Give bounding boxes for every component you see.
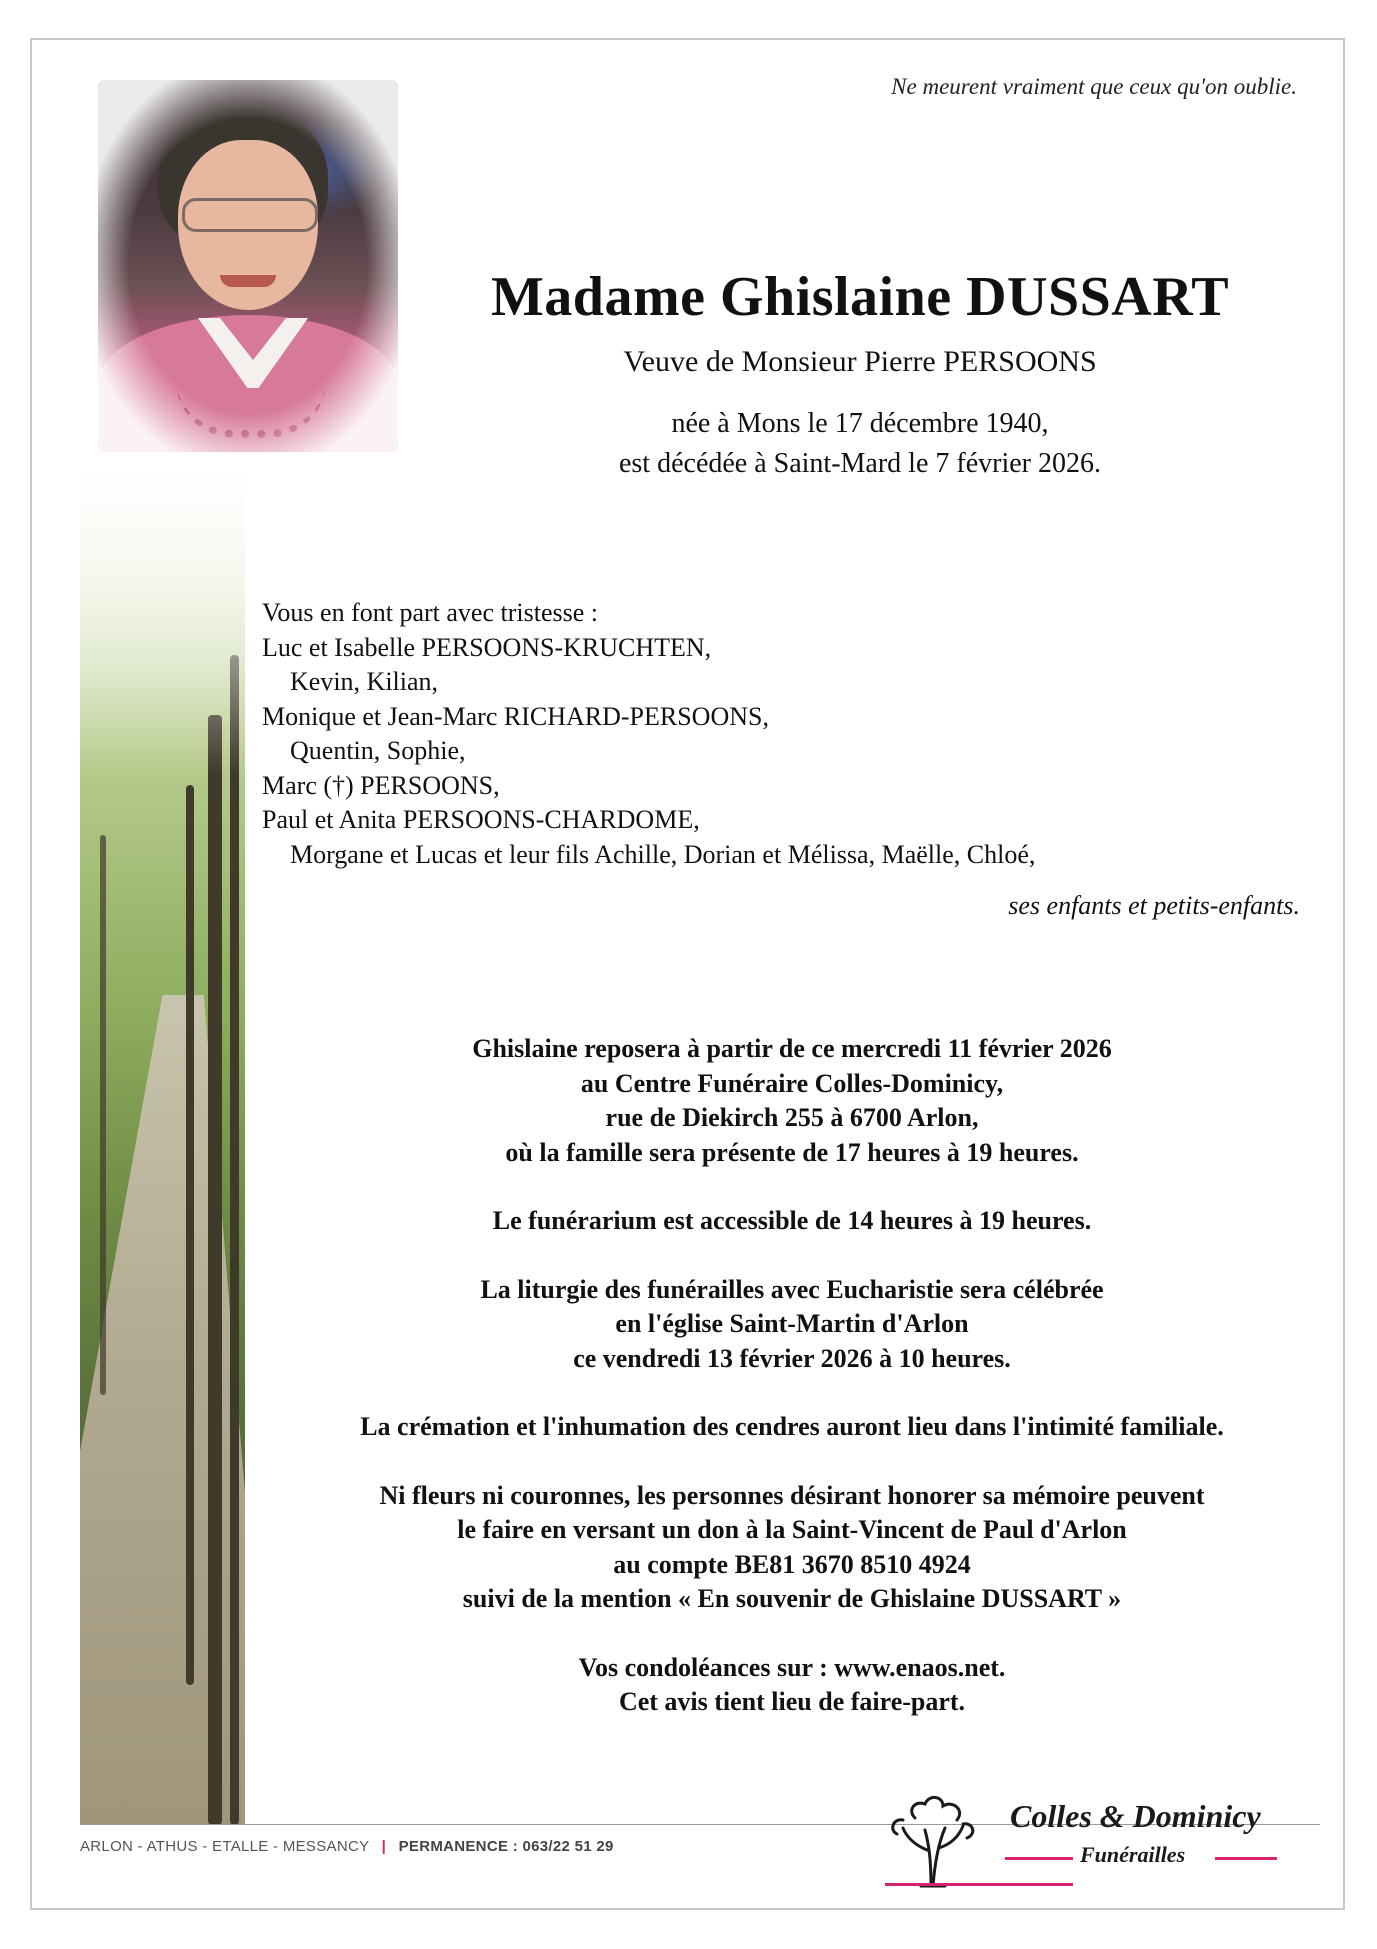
- donation-info: [262, 1479, 1322, 1617]
- forest-path-image: [80, 455, 245, 1825]
- logo-name: Colles & Dominicy: [1010, 1798, 1261, 1834]
- info-line: au compte BE81 3670 8510 4924: [613, 1549, 971, 1579]
- info-line: en l'église Saint-Martin d'Arlon: [615, 1309, 969, 1338]
- portrait-photo: [98, 80, 398, 452]
- info-line: Vos condoléances sur : www.enaos.net.: [578, 1652, 1006, 1682]
- info-line: ce vendredi 13 février 2026 à 10 heures.: [573, 1343, 1011, 1373]
- family-intro: Vous en font part avec tristesse :: [262, 598, 598, 627]
- widow-of: Veuve de Monsieur Pierre PERSOONS: [623, 345, 1097, 378]
- family-relation: ses enfants et petits-enfants.: [1008, 891, 1300, 920]
- family-list: [262, 596, 1035, 872]
- family-line: Kevin, Kilian,: [290, 667, 439, 696]
- family-line: Quentin, Sophie,: [290, 736, 466, 765]
- death-line: est décédée à Saint-Mard le 7 février 2026.: [618, 448, 1101, 479]
- logo-subtitle: Funérailles: [1080, 1842, 1186, 1867]
- info-line: suivi de la mention « En souvenir de Ghislaine DUSSART »: [462, 1584, 1122, 1613]
- info-line: La crémation et l'inhumation des cendres auront lieu dans l'intimité familiale.: [360, 1412, 1224, 1441]
- epigraph: Ne meurent vraiment que ceux qu'on oublie.: [891, 74, 1297, 99]
- family-line: Morgane et Lucas et leur fils Achille, Dorian et Mélissa, Maëlle, Chloé,: [290, 839, 1036, 869]
- visitation-info: [262, 1032, 1322, 1170]
- access-info: [262, 1204, 1322, 1239]
- footer-permanence: PERMANENCE : 063/22 51 29: [398, 1838, 614, 1855]
- info-line: rue de Diekirch 255 à 6700 Arlon,: [605, 1103, 979, 1132]
- info-line: Cet avis tient lieu de faire-part.: [618, 1687, 966, 1716]
- info-line: Le funérarium est accessible de 14 heures à 19 heures.: [492, 1206, 1092, 1235]
- company-logo: [885, 1790, 1285, 1890]
- info-line: le faire en versant un don à la Saint-Vincent de Paul d'Arlon: [457, 1515, 1127, 1544]
- footer-locations: ARLON - ATHUS - ETALLE - MESSANCY: [80, 1838, 370, 1855]
- closing-info: [262, 1651, 1322, 1720]
- tree-icon: [885, 1790, 980, 1890]
- cremation-info: [262, 1410, 1322, 1445]
- footer-separator: |: [381, 1838, 387, 1855]
- footer-contact: [80, 1838, 614, 1855]
- info-line: au Centre Funéraire Colles-Dominicy,: [580, 1068, 1004, 1098]
- birth-line: née à Mons le 17 décembre 1940,: [671, 408, 1049, 439]
- funeral-info: [262, 1032, 1322, 1754]
- family-line: Paul et Anita PERSOONS-CHARDOME,: [262, 805, 700, 834]
- liturgy-info: [262, 1273, 1322, 1377]
- family-line: Marc (†) PERSOONS,: [262, 770, 500, 800]
- info-line: La liturgie des funérailles avec Eucharistie sera célébrée: [480, 1274, 1104, 1304]
- info-line: où la famille sera présente de 17 heures à 19 heures.: [505, 1137, 1079, 1167]
- info-line: Ni fleurs ni couronnes, les personnes désirant honorer sa mémoire peuvent: [379, 1480, 1205, 1510]
- info-line: Ghislaine reposera à partir de ce mercredi 11 février 2026: [472, 1034, 1112, 1063]
- deceased-name: Madame Ghislaine DUSSART: [490, 266, 1230, 328]
- family-line: Luc et Isabelle PERSOONS-KRUCHTEN,: [262, 632, 712, 662]
- family-line: Monique et Jean-Marc RICHARD-PERSOONS,: [262, 701, 769, 731]
